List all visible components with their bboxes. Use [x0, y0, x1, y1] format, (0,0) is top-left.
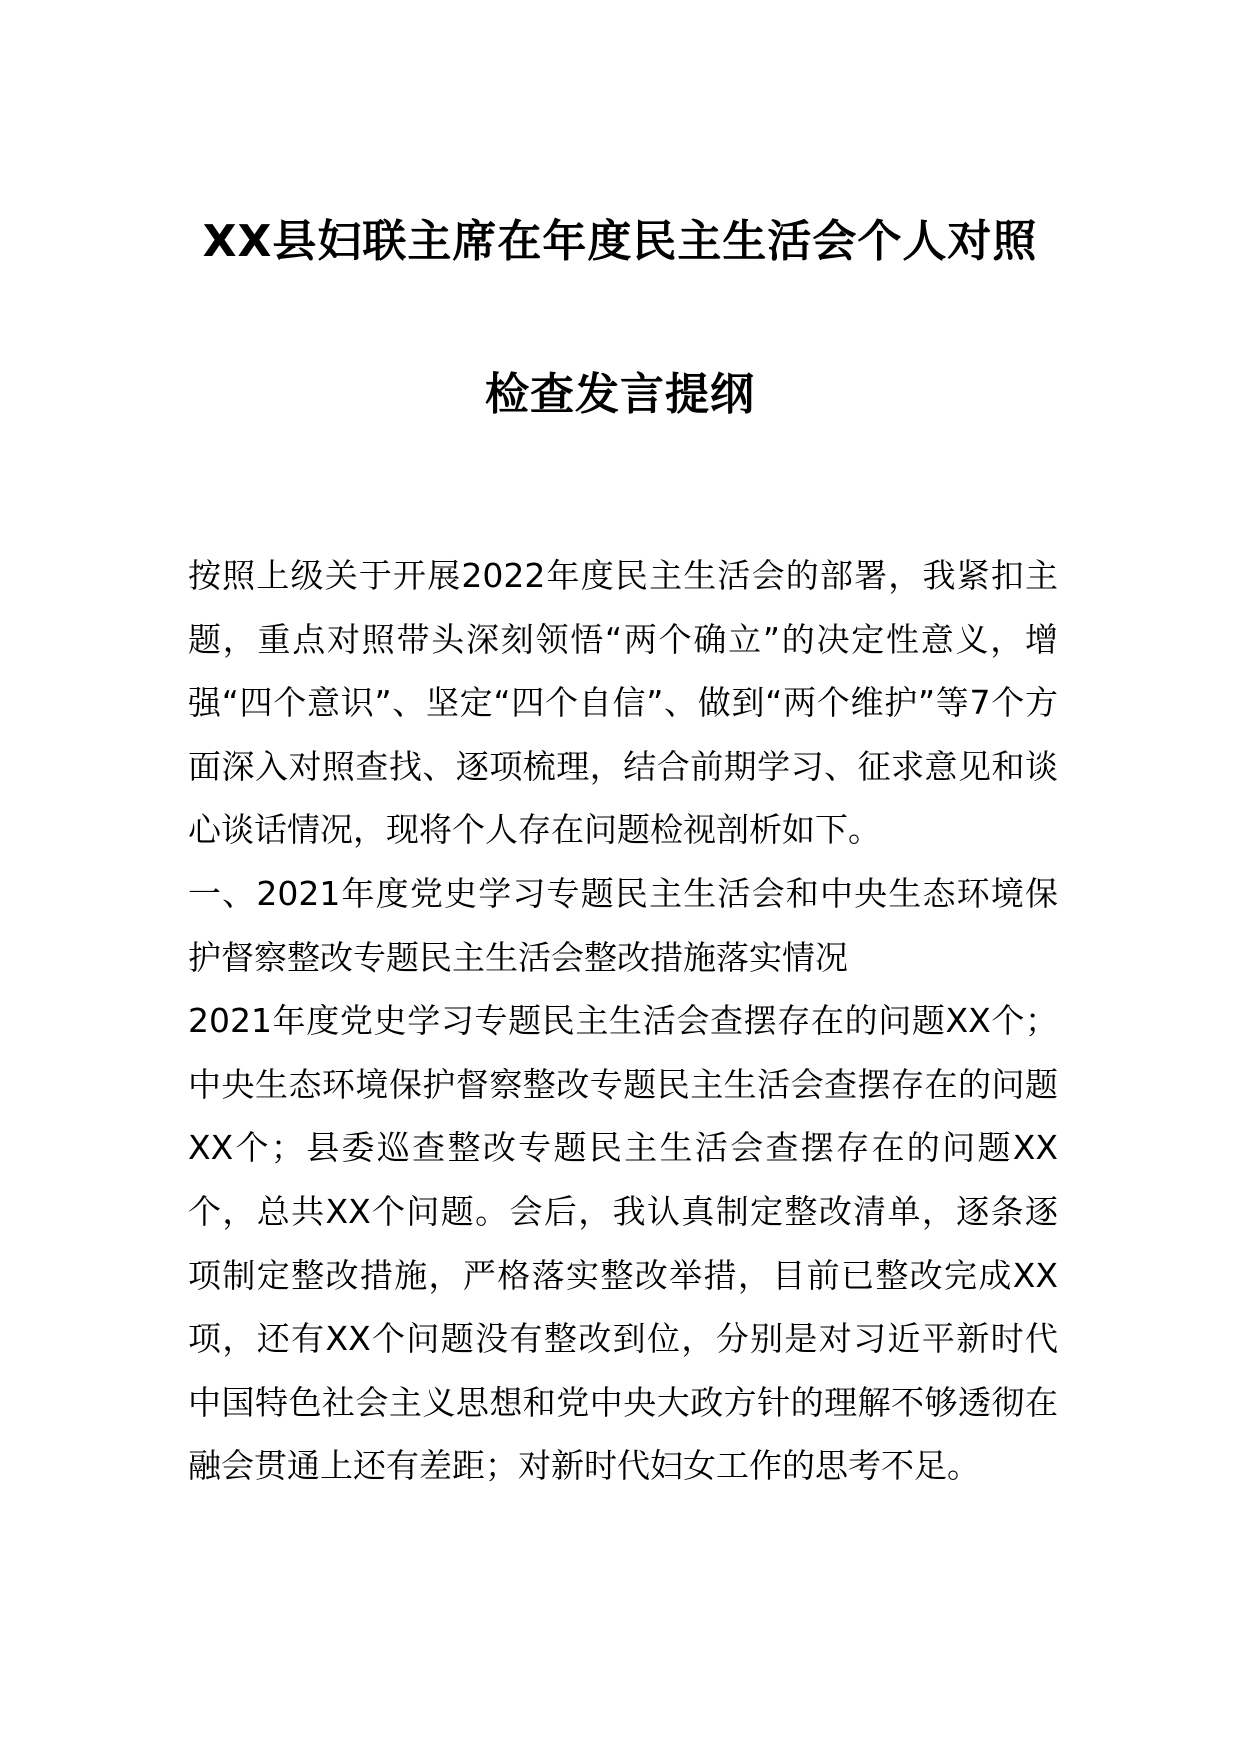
paragraph-intro: 按照上级关于开展2022年度民主生活会的部署，我紧扣主题，重点对照带头深刻领悟“两个确立”的决定性意义，增强“四个意识”、坚定“四个自信”、做到“两个维护”等7个方面深入对照查找、逐项梳理，结合前期学习、征求意见和谈心谈话情况，现将个人存在问题检视剖析如下。 — [188, 556, 1058, 850]
document-body — [188, 544, 1058, 1498]
paragraph-section-body: 2021年度党史学习专题民主生活会查摆存在的问题XX个；中央生态环境保护督察整改专题民主生活会查摆存在的问题XX个；县委巡查整改专题民主生活会查摆存在的问题XX个，总共XX个问题。会后，我认真制定整改清单，逐条逐项制定整改措施，严格落实整改举措，目前已整改完成XX项，还有XX个问题没有整改到位，分别是对习近平新时代中国特色社会主义思想和党中央大政方针的理解不够透彻在融会贯通上还有差距；对新时代妇女工作的思考不足。 — [188, 1001, 1058, 1486]
paragraph-section-heading: 一、2021年度党史学习专题民主生活会和中央生态环境保护督察整改专题民主生活会整改措施落实情况 — [188, 873, 1058, 977]
document-title-line-2: 检查发言提纲 — [485, 369, 755, 420]
document-title-line-1: XX县妇联主席在年度民主生活会个人对照 — [202, 216, 1038, 267]
